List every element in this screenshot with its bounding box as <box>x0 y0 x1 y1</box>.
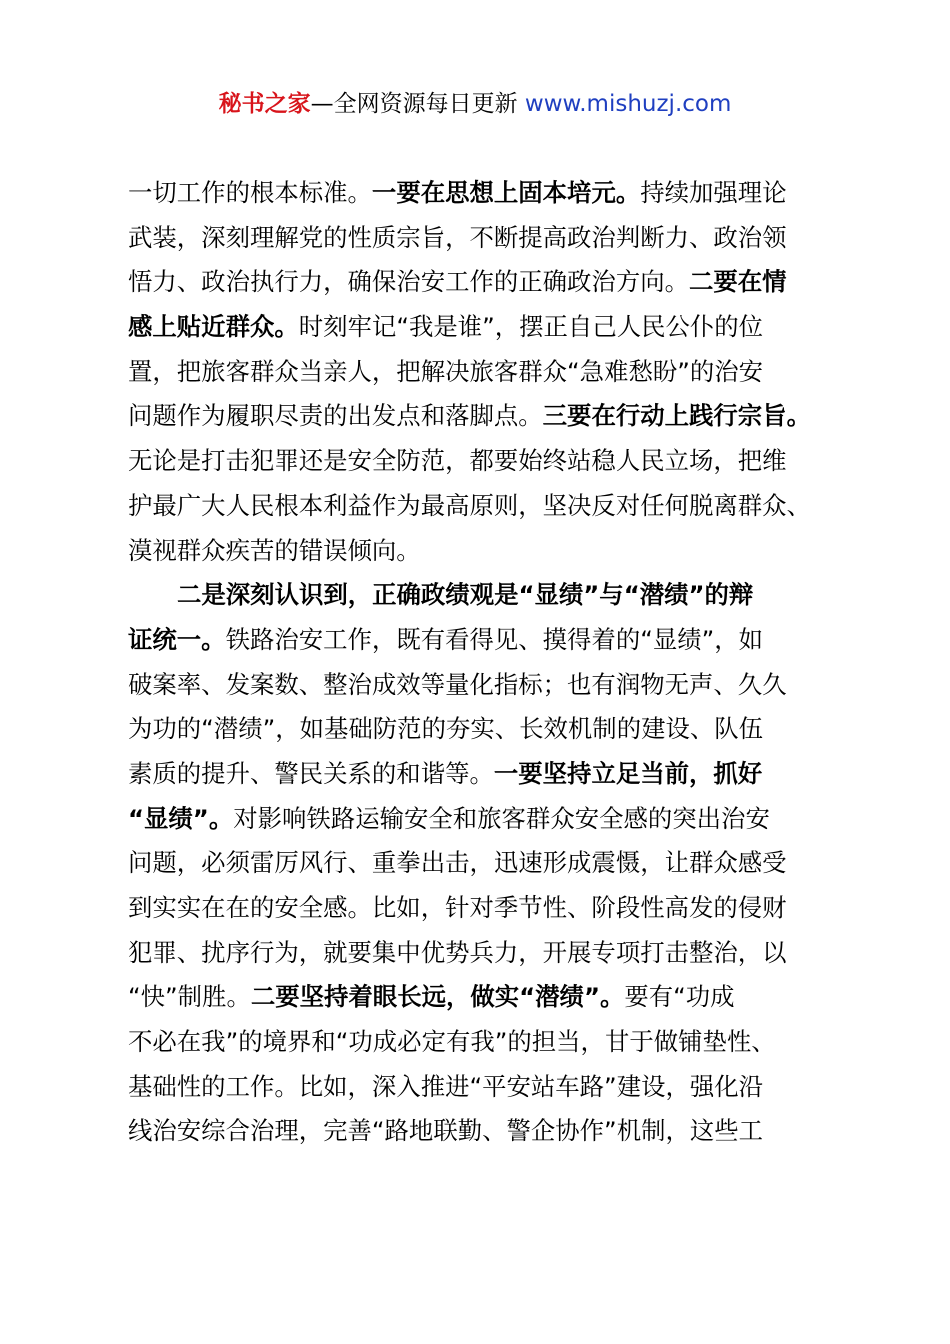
text-segment: 问题作为履职尽责的出发点和落脚点。 <box>128 401 543 431</box>
bold-text-segment: 二要在情 <box>689 267 787 297</box>
text-line <box>128 439 840 484</box>
text-segment: 不必在我”的境界和“功成必定有我”的担当，甘于做铺垫性、 <box>128 1027 776 1057</box>
bold-text-segment: 二是深刻认识到，正确政绩观是“显绩”与“潜绩”的辩 <box>177 580 754 610</box>
header-tagline: —全网资源每日更新 <box>310 91 518 117</box>
text-line <box>128 797 840 842</box>
bold-text-segment: 二要坚持着眼长远，做实“潜绩”。 <box>250 982 625 1012</box>
text-segment: 破案率、发案数、整治成效等量化指标；也有润物无声、久久 <box>128 669 787 699</box>
text-segment: 为功的“潜绩”，如基础防范的夯实、长效机制的建设、队伍 <box>128 714 764 744</box>
text-segment: 置，把旅客群众当亲人，把解决旅客群众“急难愁盼”的治安 <box>128 356 764 386</box>
text-line <box>128 886 840 931</box>
text-line <box>128 350 840 395</box>
text-segment: 问题，必须雷厉风行、重拳出击，迅速形成震慑，让群众感受 <box>128 848 787 878</box>
text-line <box>128 394 840 439</box>
body-text <box>128 171 840 1154</box>
header-brand: 秘书之家 <box>218 91 311 117</box>
bold-text-segment: 三要在行动上践行宗旨。 <box>542 401 811 431</box>
text-line <box>128 573 840 618</box>
text-segment: 基础性的工作。比如，深入推进“平安站车路”建设，强化沿 <box>128 1071 764 1101</box>
text-line <box>128 707 840 752</box>
text-segment: 漠视群众疾苦的错误倾向。 <box>128 535 421 565</box>
text-line <box>128 663 840 708</box>
text-segment: 时刻牢记“我是谁”，摆正自己人民公仆的位 <box>298 312 764 342</box>
text-segment: 犯罪、扰序行为，就要集中优势兵力，开展专项打击整治，以 <box>128 937 787 967</box>
page-header <box>0 86 950 122</box>
text-line <box>128 260 840 305</box>
text-segment: 对影响铁路运输安全和旅客群众安全感的突出治安 <box>233 803 770 833</box>
text-segment: “快”制胜。 <box>128 982 251 1012</box>
bold-text-segment: 一要坚持立足当前，抓好 <box>493 758 763 788</box>
text-segment: 一切工作的根本标准。 <box>128 178 372 207</box>
bold-text-segment: 一要在思想上固本培元。 <box>371 178 641 207</box>
text-line <box>128 1109 840 1154</box>
text-segment: 持续加强理论 <box>640 178 787 207</box>
text-line <box>128 529 840 574</box>
text-segment: 要有“功成 <box>624 982 735 1012</box>
text-line <box>128 1020 840 1065</box>
text-line <box>128 171 840 216</box>
bold-text-segment: 感上贴近群众。 <box>128 312 299 342</box>
text-line <box>128 618 840 663</box>
text-line <box>128 841 840 886</box>
text-segment: 武装，深刻理解党的性质宗旨，不断提高政治判断力、政治领 <box>128 222 787 252</box>
text-segment: 护最广大人民根本利益作为最高原则，坚决反对任何脱离群众、 <box>128 490 811 520</box>
text-line <box>128 931 840 976</box>
bold-text-segment: “显绩”。 <box>128 803 234 833</box>
text-segment: 悟力、政治执行力，确保治安工作的正确政治方向。 <box>128 267 689 297</box>
text-line <box>128 216 840 261</box>
text-line <box>128 752 840 797</box>
text-segment: 到实实在在的安全感。比如，针对季节性、阶段性高发的侵财 <box>128 893 787 922</box>
text-segment: 铁路治安工作，既有看得见、摸得着的“显绩”，如 <box>225 624 764 654</box>
text-line <box>128 305 840 350</box>
text-segment: 素质的提升、警民关系的和谐等。 <box>128 758 494 788</box>
bold-text-segment: 证统一。 <box>128 624 226 654</box>
text-line <box>128 484 840 529</box>
text-line <box>128 975 840 1020</box>
text-segment: 无论是打击犯罪还是安全防范，都要始终站稳人民立场，把维 <box>128 446 787 476</box>
text-line <box>128 1065 840 1110</box>
text-segment: 线治安综合治理，完善“路地联勤、警企协作”机制，这些工 <box>128 1116 764 1146</box>
header-url-link[interactable]: www.mishuzj.com <box>524 91 732 117</box>
